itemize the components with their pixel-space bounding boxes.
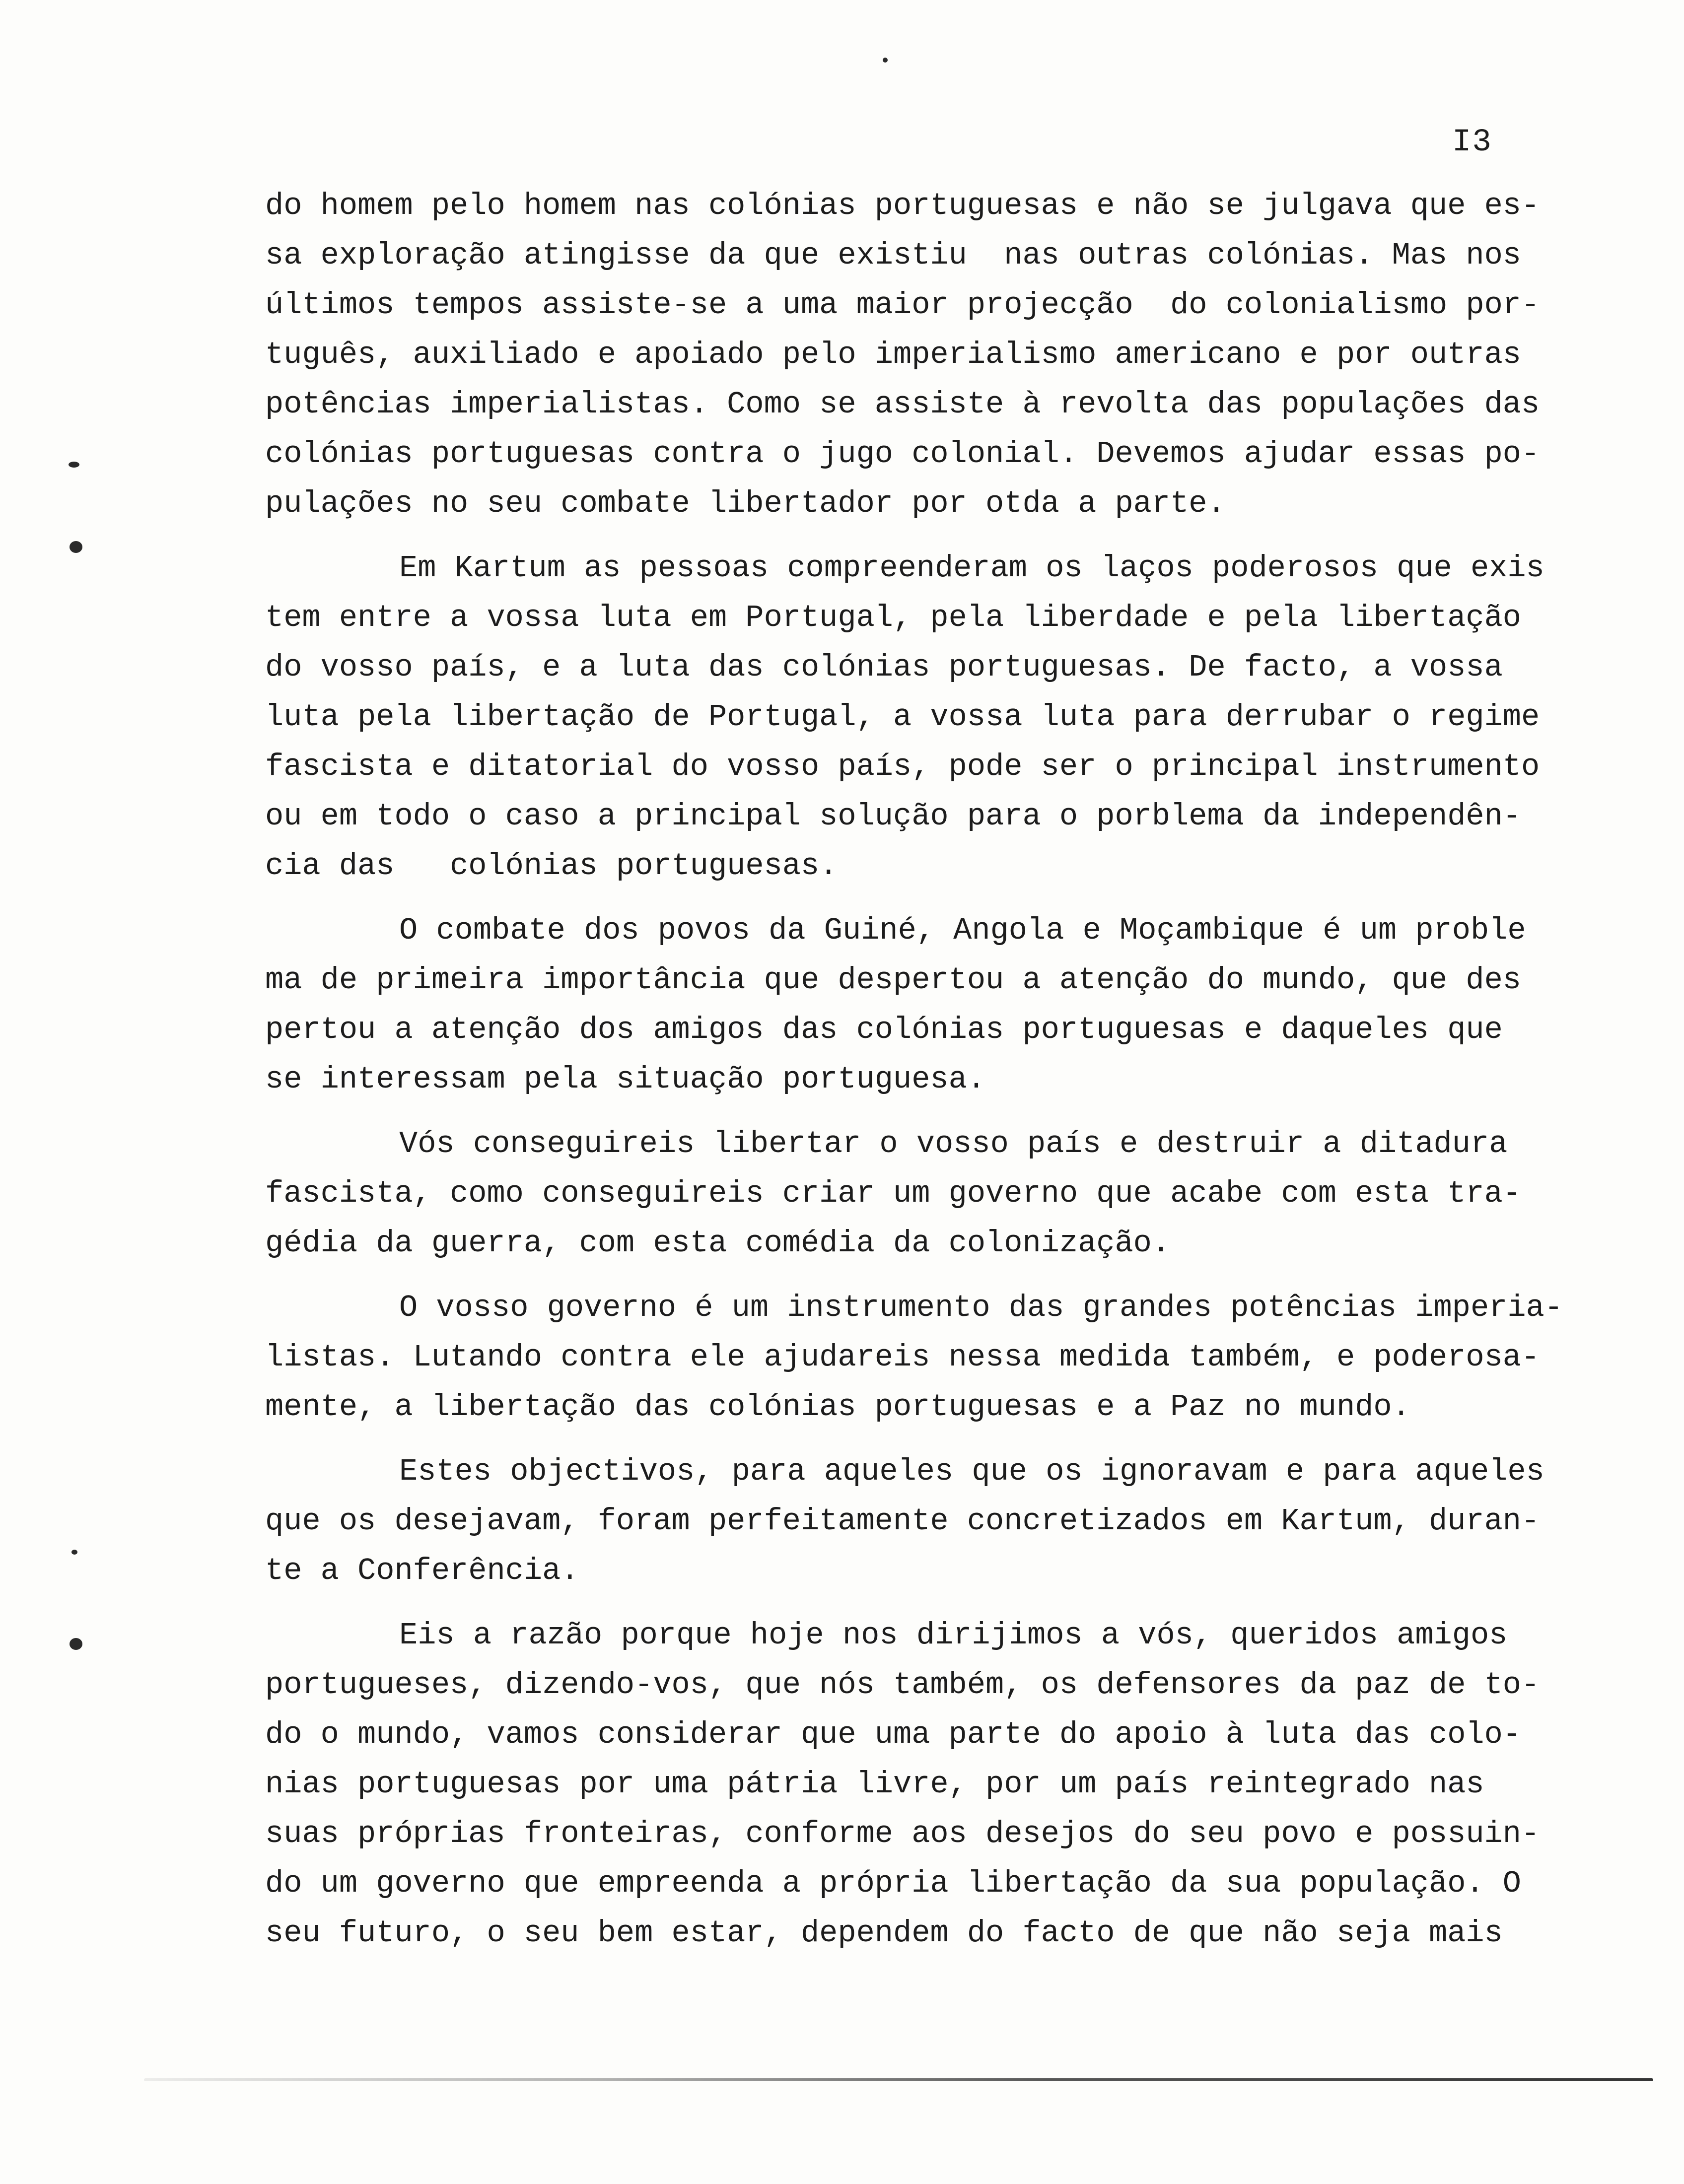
paragraph-gap	[265, 891, 1606, 906]
text-line: do o mundo, vamos considerar que uma parte do apoio à luta das colo-	[265, 1717, 1522, 1752]
text-line: te a Conferência.	[265, 1553, 579, 1588]
text-line: Em Kartum as pessoas compreenderam os laços poderosos que exis	[399, 550, 1544, 586]
text-line: potências imperialistas. Como se assiste à revolta das populações das	[265, 387, 1540, 422]
text-line: do um governo que empreenda a própria libertação da sua população. O	[265, 1866, 1522, 1901]
paragraph	[265, 1119, 1606, 1268]
paragraph	[265, 1283, 1606, 1432]
paragraph	[265, 181, 1606, 529]
text-line: luta pela libertação de Portugal, a vossa luta para derrubar o regime	[265, 699, 1540, 735]
text-line: ma de primeira importância que despertou a atenção do mundo, que des	[265, 962, 1522, 998]
text-line: seu futuro, o seu bem estar, dependem do facto de que não seja mais	[265, 1915, 1503, 1951]
text-line: fascista e ditatorial do vosso país, pode ser o principal instrumento	[265, 749, 1540, 784]
margin-speck	[70, 1638, 82, 1650]
paragraph-gap	[265, 1596, 1606, 1611]
paragraph	[265, 1611, 1606, 1958]
text-line: fascista, como conseguireis criar um governo que acabe com esta tra-	[265, 1176, 1522, 1211]
text-line: últimos tempos assiste-se a uma maior projecção do colonialismo por-	[265, 287, 1540, 323]
paragraph-gap	[265, 1104, 1606, 1119]
text-line: pulações no seu combate libertador por otda a parte.	[265, 486, 1226, 521]
margin-speck	[69, 462, 79, 468]
paragraph	[265, 1447, 1606, 1596]
text-line: ou em todo o caso a principal solução para o porblema da independên-	[265, 799, 1522, 834]
body-text	[265, 181, 1606, 1958]
paragraph	[265, 906, 1606, 1104]
text-line: colónias portuguesas contra o jugo colonial. Devemos ajudar essas po-	[265, 436, 1540, 472]
text-line: Estes objectivos, para aqueles que os ignoravam e para aqueles	[399, 1454, 1544, 1489]
text-line: sa exploração atingisse da que existiu nas outras colónias. Mas nos	[265, 238, 1522, 273]
text-line: suas próprias fronteiras, conforme aos desejos do seu povo e possuin-	[265, 1816, 1540, 1851]
text-line: mente, a libertação das colónias portuguesas e a Paz no mundo.	[265, 1389, 1410, 1425]
text-line: portugueses, dizendo-vos, que nós também, os defensores da paz de to-	[265, 1667, 1540, 1703]
margin-speck	[883, 58, 888, 63]
text-line: do vosso país, e a luta das colónias portuguesas. De facto, a vossa	[265, 650, 1503, 685]
text-line: que os desejavam, foram perfeitamente concretizados em Kartum, duran-	[265, 1503, 1540, 1539]
paragraph-gap	[265, 529, 1606, 544]
text-line: O vosso governo é um instrumento das grandes potências imperia-	[399, 1290, 1563, 1325]
text-line: tuguês, auxiliado e apoiado pelo imperialismo americano e por outras	[265, 337, 1522, 372]
text-line: cia das colónias portuguesas.	[265, 848, 838, 884]
paragraph-gap	[265, 1268, 1606, 1283]
text-line: pertou a atenção dos amigos das colónias portuguesas e daqueles que	[265, 1012, 1503, 1047]
margin-speck	[70, 541, 82, 553]
text-line: nias portuguesas por uma pátria livre, por um país reintegrado nas	[265, 1767, 1484, 1802]
paragraph	[265, 544, 1606, 891]
text-line: O combate dos povos da Guiné, Angola e Moçambique é um proble	[399, 913, 1526, 948]
text-line: se interessam pela situação portuguesa.	[265, 1062, 986, 1097]
text-line: gédia da guerra, com esta comédia da colonização.	[265, 1226, 1171, 1261]
paragraph-gap	[265, 1432, 1606, 1447]
bottom-rule	[144, 2078, 1653, 2081]
text-line: Vós conseguireis libertar o vosso país e destruir a ditadura	[399, 1126, 1508, 1161]
text-line: Eis a razão porque hoje nos dirijimos a vós, queridos amigos	[399, 1618, 1508, 1653]
text-line: listas. Lutando contra ele ajudareis nessa medida também, e poderosa-	[265, 1340, 1540, 1375]
text-line: do homem pelo homem nas colónias portuguesas e não se julgava que es-	[265, 188, 1540, 223]
text-line: tem entre a vossa luta em Portugal, pela liberdade e pela libertação	[265, 600, 1522, 635]
margin-speck	[71, 1550, 77, 1555]
page-number: I3	[1452, 125, 1492, 160]
